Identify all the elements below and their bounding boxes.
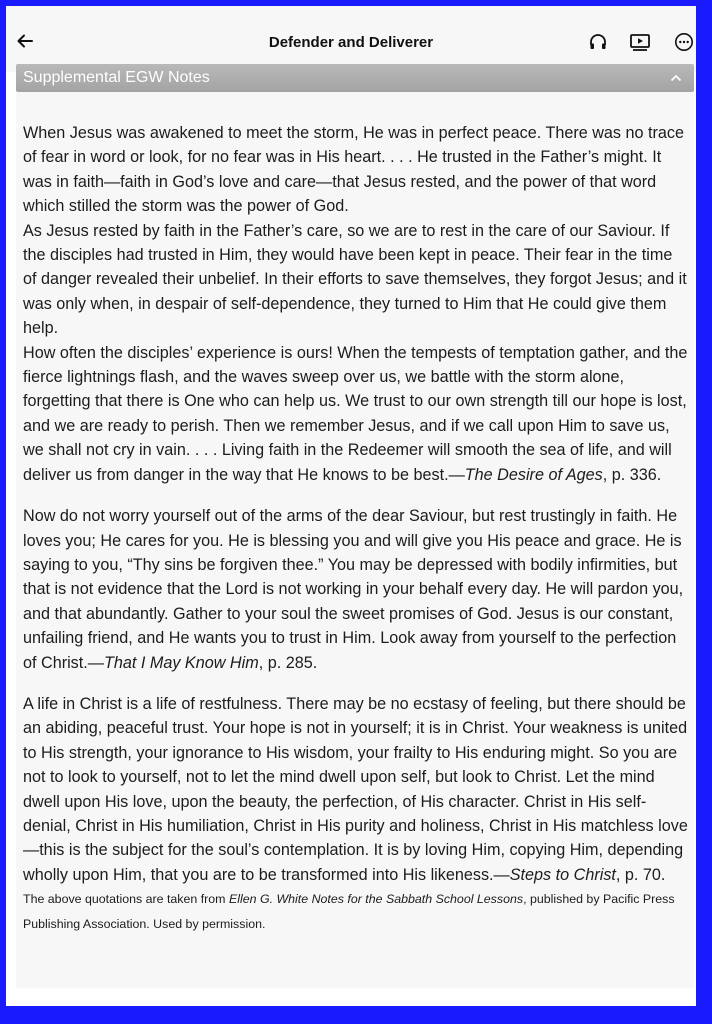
footnote-text: The above quotations are taken from <box>23 892 229 907</box>
screen <box>6 6 696 1006</box>
more-options-button[interactable] <box>672 30 696 54</box>
quote-paragraph: When Jesus was awakened to meet the storm, He was in perfect peace. There was no trace of fear in word or look, for no fear was in His heart. . . . He trusted in the Father’s might. It was in faith—faith in God’s love and care—that Jesus rested, and the power of that word which stilled the storm was the power of God. <box>23 124 685 216</box>
section-title: Supplemental EGW Notes <box>23 69 210 86</box>
quote-paragraph: As Jesus rested by faith in the Father’s care, so we are to rest in the care of our Saviour. If the disciples had trusted in Him, they would have been kept in peace. Their fear in the time of danger revealed their unbelief. In their efforts to save themselves, they forgot Jesus; and it was only when, in despair of self-dependence, they turned to Him that He could give them help. <box>23 221 687 338</box>
quote-text: How often the disciples’ experience is ours! When the tempests of temptation gather, and the fierce lightnings flash, and the waves sweep over us, we battle with the storm alone, forgetting that there is One who can help us. We trust to our own strength till our hope is lost, and we are ready to perish. Then we remember Jesus, and if we call upon Him to save us, we shall not cry in vain. . . . Living faith in the Redeemer will smooth the sea of life, and will deliver us from danger in the way that He knows to be best.— <box>23 343 688 484</box>
back-arrow-icon <box>16 32 34 50</box>
chevron-up-icon[interactable] <box>668 64 684 92</box>
source-title: The Desire of Ages <box>464 465 603 484</box>
more-options-icon <box>674 32 694 52</box>
quote-paragraph <box>23 692 688 887</box>
headphones-icon <box>588 32 608 52</box>
attribution-footnote <box>23 887 688 937</box>
paragraph-gap <box>23 487 688 504</box>
supplemental-notes-header[interactable] <box>16 64 694 92</box>
source-page: , p. 285. <box>258 653 318 672</box>
page-title: Defender and Deliverer <box>268 34 434 51</box>
source-page: , p. 336. <box>602 465 662 484</box>
quote-text: Now do not worry yourself out of the arms of the dear Saviour, but rest trustingly in faith. He loves you; He cares for you. He is blessing you and will give you His peace and grace. He is saying to you, “Thy sins be forgiven thee.” You may be depressed with bodily infirmities, but that is not evidence that the Lord is not working in your behalf every day. He will pardon you, and that abundantly. Gather to your soul the sweet promises of God. Jesus is our constant, unfailing friend, and He wants you to trust in Him. Look away from yourself to the perfection of Christ.— <box>23 507 684 672</box>
back-button[interactable] <box>12 28 38 54</box>
play-video-icon <box>629 32 651 52</box>
quote-paragraph <box>23 504 688 675</box>
paragraph-gap <box>23 675 688 692</box>
audio-button[interactable] <box>586 30 610 54</box>
source-title: Steps to Christ <box>509 865 616 884</box>
quote-text: A life in Christ is a life of restfulness. There may be no ecstasy of feeling, but there should be an abiding, peaceful trust. Your hope is not in yourself; it is in Christ. Your weakness is united to His strength, your ignorance to His wisdom, your frailty to His enduring might. So you are not to look to yourself, not to let the mind dwell upon self, but look to Christ. Let the mind dwell upon His love, upon the beauty, the perfection, of His character. Christ in His self-denial, Christ in His humiliation, Christ in His purity and holiness, Christ in His matchless love—this is the subject for the soul’s contemplation. It is by loving Him, copying Him, depending wholly upon Him, that you are to be transformed into His likeness.— <box>23 694 688 884</box>
notes-content <box>16 92 694 988</box>
source-page: , p. 70. <box>615 865 666 884</box>
quote-paragraph <box>23 341 688 487</box>
footnote-book-title: Ellen G. White Notes for the Sabbath School Lessons <box>228 892 524 907</box>
video-button[interactable] <box>628 30 652 54</box>
footnote-text: , published by Pacific Press Publishing Association. Used by permission. <box>23 892 675 932</box>
top-navigation-bar <box>6 6 696 72</box>
source-title: That I May Know Him <box>103 653 259 672</box>
notes-body <box>23 121 688 937</box>
